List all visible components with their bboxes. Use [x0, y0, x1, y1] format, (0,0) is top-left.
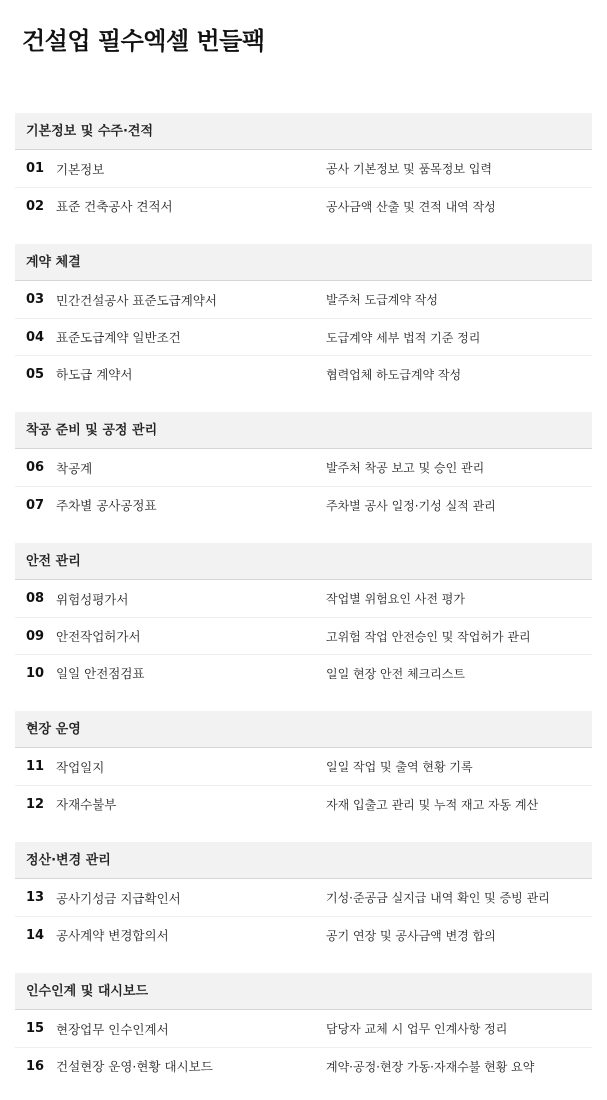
section-spacer: [15, 822, 592, 842]
item-name: 기본정보: [56, 161, 105, 177]
item-description: 일일 현장 안전 체크리스트: [326, 666, 465, 681]
section-header: 현장 운영: [15, 711, 592, 748]
list-item[interactable]: [15, 580, 592, 617]
item-description: 일일 작업 및 출역 현황 기록: [326, 760, 473, 774]
item-description: 계약·공정·현장 가동·자재수불 현황 요약: [326, 1059, 535, 1074]
section-spacer: [15, 953, 592, 973]
list-item[interactable]: [15, 486, 592, 523]
item-number: 15: [26, 1021, 45, 1036]
item-name: 주차별 공사공정표: [56, 498, 157, 513]
item-number: 07: [26, 497, 45, 513]
section-header: 정산·변경 관리: [15, 842, 592, 879]
item-name: 작업일지: [56, 759, 105, 775]
item-description: 주차별 공사 일정·기성 실적 관리: [326, 498, 496, 513]
item-name: 민간건설공사 표준도급계약서: [56, 292, 217, 308]
section-header: 착공 준비 및 공정 관리: [15, 412, 592, 449]
section: [15, 711, 592, 822]
item-name: 일일 안전점검표: [56, 666, 145, 681]
item-number: 04: [26, 329, 45, 345]
item-description: 발주처 착공 보고 및 승인 관리: [326, 461, 485, 475]
item-number: 13: [26, 890, 45, 905]
section: [15, 244, 592, 392]
page-title: 건설업 필수엑셀 번들팩: [22, 27, 265, 55]
item-name: 착공계: [56, 460, 93, 476]
section-spacer: [15, 523, 592, 543]
section: [15, 973, 592, 1084]
section: [15, 412, 592, 523]
list-item[interactable]: [15, 150, 592, 187]
item-number: 03: [26, 292, 45, 307]
item-name: 하도급 계약서: [56, 367, 133, 382]
item-name: 안전작업허가서: [56, 629, 141, 644]
item-name: 공사계약 변경합의서: [56, 928, 169, 943]
section-spacer: [15, 392, 592, 412]
item-name: 표준 건축공사 견적서: [56, 199, 173, 214]
section: [15, 842, 592, 953]
item-number: 06: [26, 460, 45, 475]
item-description: 고위험 작업 안전승인 및 작업허가 관리: [326, 629, 531, 644]
item-description: 자재 입출고 관리 및 누적 재고 자동 계산: [326, 797, 539, 812]
item-number: 08: [26, 591, 45, 606]
section: [15, 113, 592, 224]
list-item[interactable]: [15, 281, 592, 318]
item-description: 작업별 위험요인 사전 평가: [326, 592, 465, 606]
section-spacer: [15, 691, 592, 711]
list-item[interactable]: [15, 449, 592, 486]
section-header: 안전 관리: [15, 543, 592, 580]
item-description: 도급계약 세부 법적 기준 정리: [326, 330, 481, 345]
section-header: 인수인계 및 대시보드: [15, 973, 592, 1010]
item-number: 02: [26, 198, 45, 214]
item-name: 건설현장 운영·현황 대시보드: [56, 1059, 213, 1074]
item-description: 협력업체 하도급계약 작성: [326, 367, 462, 382]
item-description: 기성·준공금 실지급 내역 확인 및 증빙 관리: [326, 891, 550, 905]
item-name: 자재수불부: [56, 797, 117, 812]
item-number: 10: [26, 665, 45, 681]
section-list: [15, 113, 592, 1084]
list-item[interactable]: [15, 916, 592, 953]
item-description: 공사금액 산출 및 견적 내역 작성: [326, 199, 496, 214]
list-item[interactable]: [15, 1010, 592, 1047]
item-description: 발주처 도급계약 작성: [326, 293, 438, 307]
item-number: 11: [26, 759, 45, 774]
item-name: 위험성평가서: [56, 591, 129, 607]
list-item[interactable]: [15, 617, 592, 654]
item-description: 공사 기본정보 및 품목정보 입력: [326, 162, 492, 176]
list-item[interactable]: [15, 1047, 592, 1084]
item-name: 표준도급계약 일반조건: [56, 330, 181, 345]
list-item[interactable]: [15, 654, 592, 691]
item-name: 공사기성금 지급확인서: [56, 890, 181, 906]
section-header: 계약 체결: [15, 244, 592, 281]
section-header: 기본정보 및 수주·견적: [15, 113, 592, 150]
list-item[interactable]: [15, 355, 592, 392]
item-number: 09: [26, 628, 45, 644]
list-item[interactable]: [15, 187, 592, 224]
item-number: 01: [26, 161, 45, 176]
item-description: 공기 연장 및 공사금액 변경 합의: [326, 928, 496, 943]
item-name: 현장업무 인수인계서: [56, 1021, 169, 1037]
list-item[interactable]: [15, 879, 592, 916]
item-description: 담당자 교체 시 업무 인계사항 정리: [326, 1022, 508, 1036]
item-number: 16: [26, 1058, 45, 1074]
list-item[interactable]: [15, 785, 592, 822]
section: [15, 543, 592, 691]
item-number: 14: [26, 927, 45, 943]
list-item[interactable]: [15, 748, 592, 785]
section-spacer: [15, 224, 592, 244]
list-item[interactable]: [15, 318, 592, 355]
item-number: 05: [26, 366, 45, 382]
item-number: 12: [26, 796, 45, 812]
